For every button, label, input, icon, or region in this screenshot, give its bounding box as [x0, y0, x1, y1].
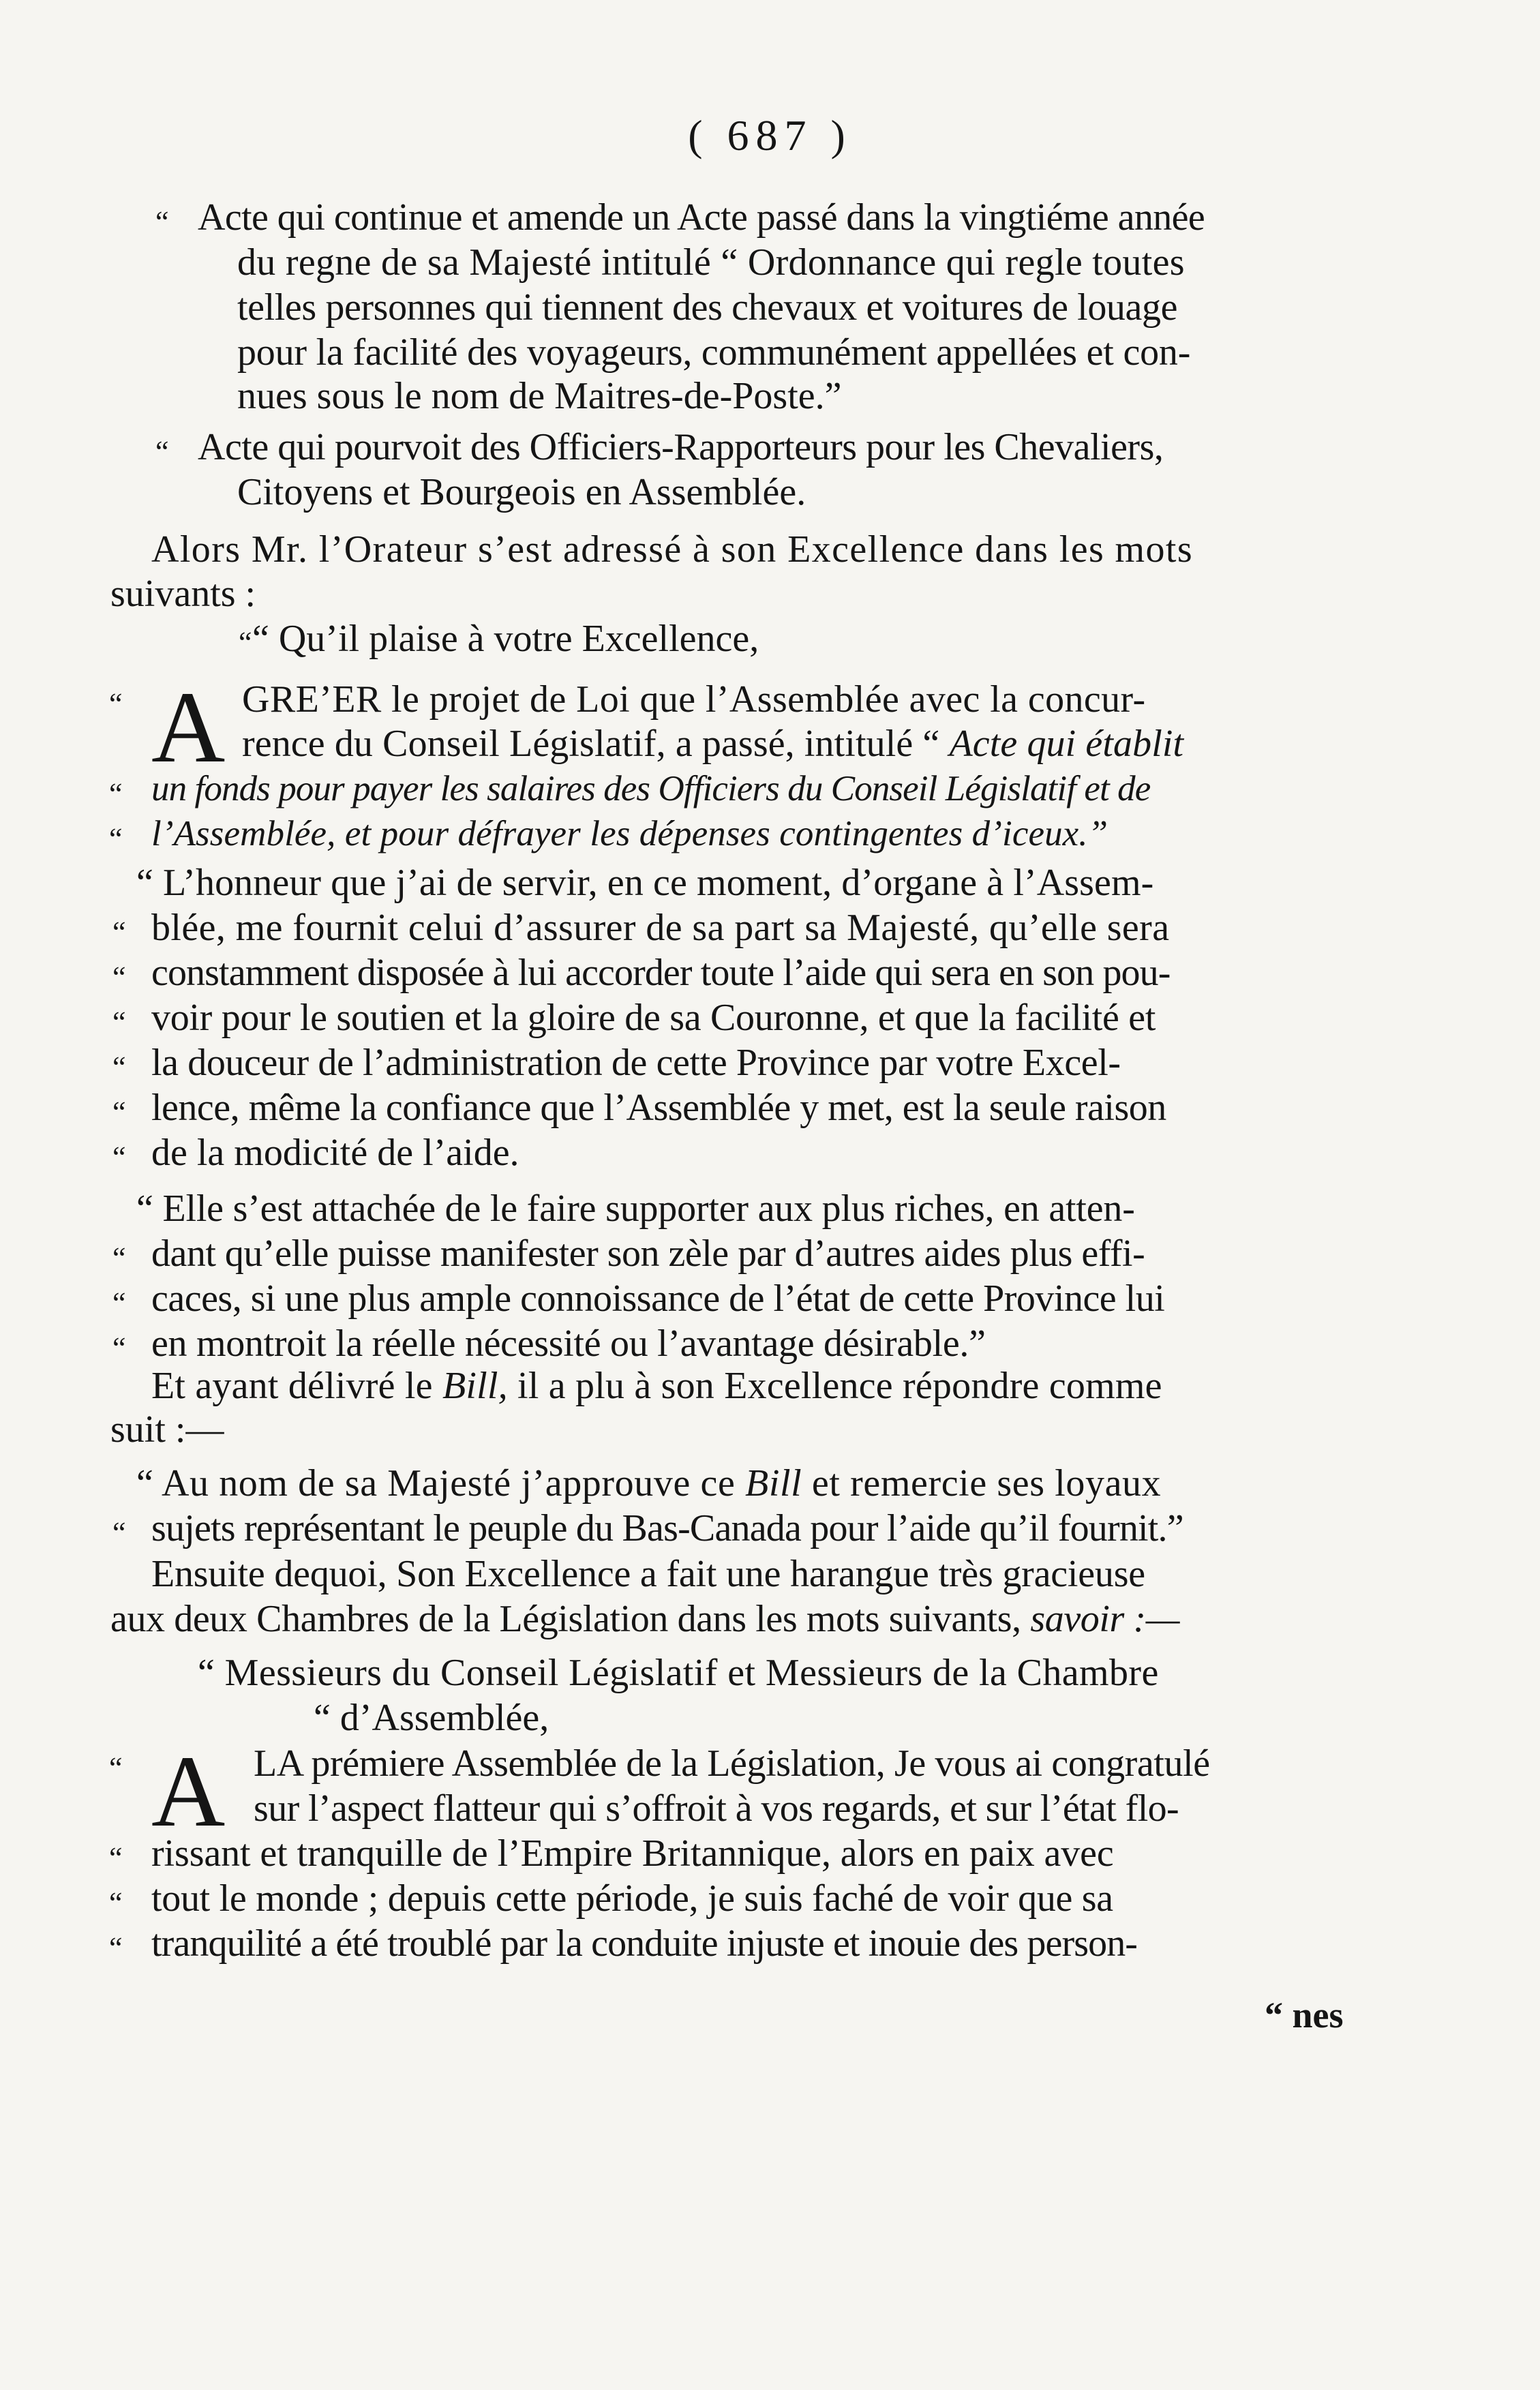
text-line: GRE’ER le projet de Loi que l’Assemblée avec la concur-: [242, 678, 1146, 721]
drop-cap: A: [151, 671, 226, 784]
text-line: Citoyens et Bourgeois en Assemblée.: [237, 471, 806, 513]
text-line: suivants :: [110, 573, 256, 615]
quote-mark: “: [112, 1050, 126, 1084]
quote-mark: “: [109, 1886, 123, 1920]
text-span: il a plu à son Excellence répondre comme: [507, 1365, 1162, 1407]
text-line: [242, 721, 1183, 766]
quote-mark: “: [112, 1286, 126, 1320]
quote-mark: “: [109, 1841, 123, 1875]
italic-title: l’Assemblée, et pour défrayer les dépenses contingentes d’iceux.”: [151, 814, 1108, 853]
quote-mark: “: [109, 687, 123, 721]
text-line: lence, même la confiance que l’Assemblée y met, est la seule raison: [151, 1087, 1166, 1129]
text-line: [110, 1597, 1179, 1642]
quote-mark: “: [112, 1516, 126, 1549]
text-span: rence du Conseil Législatif, a passé, intitulé “: [242, 723, 950, 765]
quote-mark: “: [112, 1241, 126, 1275]
text-line: nues sous le nom de Maitres-de-Poste.”: [237, 375, 842, 417]
text-line: [151, 1363, 1162, 1408]
page-number: ( 687 ): [688, 111, 852, 160]
address-line: “ Messieurs du Conseil Législatif et Messieurs de la Chambre: [198, 1652, 1159, 1694]
text-line: tout le monde ; depuis cette période, je suis faché de voir que sa: [151, 1877, 1113, 1920]
text-line: Acte qui pourvoit des Officiers-Rapporteurs pour les Chevaliers,: [198, 426, 1164, 468]
text-span: et remercie ses loyaux: [802, 1462, 1162, 1504]
quote-mark: “: [112, 960, 126, 994]
text-line: la douceur de l’administration de cette Province par votre Excel-: [151, 1042, 1121, 1084]
text-span: “ Au nom de sa Majesté j’approuve ce: [136, 1462, 746, 1504]
text-line: suit :—: [110, 1408, 224, 1451]
text-line: Ensuite dequoi, Son Excellence a fait une harangue très gracieuse: [151, 1553, 1145, 1595]
text-line: constamment disposée à lui accorder toute l’aide qui sera en son pou-: [151, 952, 1171, 994]
text-line: pour la facilité des voyageurs, communément appellées et con-: [237, 331, 1191, 374]
quote-mark: “: [112, 1331, 126, 1365]
quote-mark: “: [109, 1751, 123, 1785]
quote-mark: “: [109, 822, 123, 856]
text-line: LA prémiere Assemblée de la Législation, Je vous ai congratulé: [254, 1742, 1210, 1785]
italic-title: un fonds pour payer les salaires des Officiers du Conseil Législatif et de: [151, 769, 1151, 808]
quote-mark: “: [112, 1140, 126, 1174]
text-line: voir pour le soutien et la gloire de sa Couronne, et que la facilité et: [151, 997, 1156, 1039]
text-line: dant qu’elle puisse manifester son zèle par d’autres aides plus effi-: [151, 1232, 1145, 1275]
text-line: sujets représentant le peuple du Bas-Canada pour l’aide qu’il fournit.”: [151, 1507, 1183, 1549]
text-line: Acte qui continue et amende un Acte passé dans la vingtiéme année: [198, 196, 1205, 239]
quote-mark: “: [239, 626, 252, 659]
text-span: aux deux Chambres de la Législation dans les mots suivants,: [110, 1598, 1031, 1640]
text-line: tranquilité a été troublé par la conduite injuste et inouie des person-: [151, 1922, 1138, 1965]
quote-mark: “: [112, 916, 126, 949]
quote-mark: “: [109, 1931, 123, 1965]
quote-mark: “: [112, 1005, 126, 1039]
catchword: “ nes: [1265, 1995, 1344, 2036]
italic-word: Bill,: [442, 1365, 508, 1407]
text-line: Alors Mr. l’Orateur s’est adressé à son Excellence dans les mots: [151, 528, 1194, 571]
text-line: telles personnes qui tiennent des chevaux et voitures de louage: [237, 286, 1178, 329]
salutation: “ Qu’il plaise à votre Excellence,: [252, 618, 759, 660]
italic-text-line: [151, 811, 1108, 856]
text-line: sur l’aspect flatteur qui s’offroit à vos regards, et sur l’état flo-: [254, 1787, 1179, 1830]
text-line: rissant et tranquille de l’Empire Britannique, alors en paix avec: [151, 1832, 1114, 1875]
text-span: Et ayant délivré le: [151, 1365, 442, 1407]
text-line: “ L’honneur que j’ai de servir, en ce moment, d’organe à l’Assem-: [136, 862, 1154, 904]
italic-word: savoir :—: [1030, 1598, 1180, 1640]
text-line: en montroit la réelle nécessité ou l’avantage désirable.”: [151, 1322, 986, 1365]
text-line: de la modicité de l’aide.: [151, 1132, 519, 1174]
quote-mark: “: [109, 777, 123, 811]
italic-text-line: [151, 766, 1150, 811]
text-line: blée, me fournit celui d’assurer de sa part sa Majesté, qu’elle sera: [151, 907, 1170, 949]
drop-cap: A: [151, 1735, 226, 1848]
address-line: “ d’Assemblée,: [314, 1697, 549, 1739]
italic-title: Acte qui établit: [949, 723, 1184, 765]
text-line: “ Elle s’est attachée de le faire supporter aux plus riches, en atten-: [136, 1188, 1135, 1230]
quote-mark: “: [155, 205, 169, 239]
text-line: [136, 1461, 1161, 1506]
italic-word: Bill: [745, 1462, 802, 1504]
text-line: caces, si une plus ample connoissance de l’état de cette Province lui: [151, 1277, 1165, 1320]
text-line: du regne de sa Majesté intitulé “ Ordonnance qui regle toutes: [237, 241, 1185, 284]
quote-mark: “: [155, 435, 169, 468]
quote-mark: “: [112, 1095, 126, 1129]
